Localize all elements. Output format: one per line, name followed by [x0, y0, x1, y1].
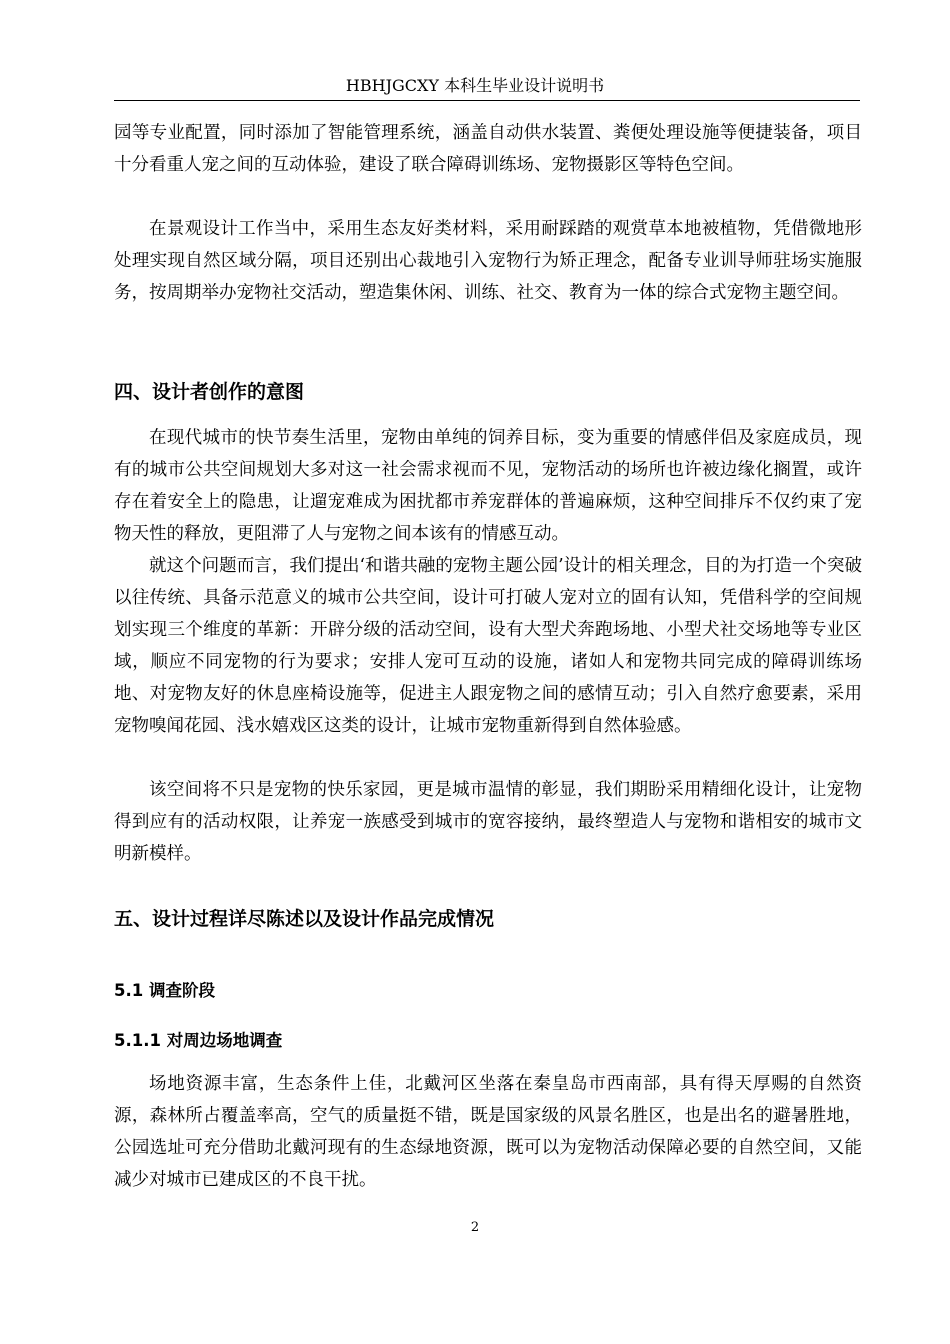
- paragraph-background: 在现代城市的快节奏生活里，宠物由单纯的饲养目标，变为重要的情感伴侣及家庭成员，现有的城市公共空间规划大多对这一社会需求视而不见，宠物活动的场所也许被边缘化搁置，或许存在着安全上的隐患，让遛宠难成为困扰都市养宠群体的普遍麻烦，这种空间排斥不仅约束了宠物天性的释放，更阻滞了人与宠物之间本该有的情感互动。: [114, 428, 862, 544]
- paragraph-landscape: 在景观设计工作当中，采用生态友好类材料，采用耐踩踏的观赏草本地被植物，凭借微地形处理实现自然区域分隔，项目还别出心裁地引入宠物行为矫正理念，配备专业训导师驻场实施服务，按周期举办宠物社交活动，塑造集休闲、训练、社交、教育为一体的综合式宠物主题空间。: [114, 219, 862, 303]
- paragraph-facilities: 园等专业配置，同时添加了智能管理系统，涵盖自动供水装置、粪便处理设施等便捷装备，项目十分看重人宠之间的互动体验，建设了联合障碍训练场、宠物摄影区等特色空间。: [114, 123, 862, 175]
- header-rule: [114, 100, 860, 101]
- section-heading-5: 五、设计过程详尽陈述以及设计作品完成情况: [114, 908, 495, 930]
- section-heading-4: 四、设计者创作的意图: [114, 381, 305, 403]
- paragraph-site-survey: 场地资源丰富，生态条件上佳，北戴河区坐落在秦皇岛市西南部，具有得天厚赐的自然资源，森林所占覆盖率高，空气的质量挺不错，既是国家级的风景名胜区，也是出名的避暑胜地，公园选址可充分借助北戴河现有的生态绿地资源，既可以为宠物活动保障必要的自然空间，又能减少对城市已建成区的不良干扰。: [114, 1074, 862, 1190]
- page-number: 2: [470, 1220, 480, 1235]
- paragraph-concept: 就这个问题而言，我们提出‘和谐共融的宠物主题公园’设计的相关理念，目的为打造一个突破以往传统、具备示范意义的城市公共空间，设计可打破人宠对立的固有认知，凭借科学的空间规划实现三个维度的革新：开辟分级的活动空间，设有大型犬奔跑场地、小型犬社交场地等专业区域，顺应不同宠物的行为要求；安排人宠可互动的设施，诸如人和宠物共同完成的障碍训练场地、对宠物友好的休息座椅设施等，促进主人跟宠物之间的感情互动；引入自然疗愈要素，采用宠物嗅闻花园、浅水嬉戏区这类的设计，让城市宠物重新得到自然体验感。: [114, 556, 862, 736]
- paragraph-vision: 该空间将不只是宠物的快乐家园，更是城市温情的彰显，我们期盼采用精细化设计，让宠物得到应有的活动权限，让养宠一族感受到城市的宽容接纳，最终塑造人与宠物和谐相安的城市文明新模样。: [114, 780, 862, 864]
- subsection-heading-5-1: 5.1 调查阶段: [114, 981, 215, 1000]
- subsection-heading-5-1-1: 5.1.1 对周边场地调查: [114, 1031, 283, 1050]
- document-header: HBHJGCXY 本科生毕业设计说明书: [345, 76, 605, 95]
